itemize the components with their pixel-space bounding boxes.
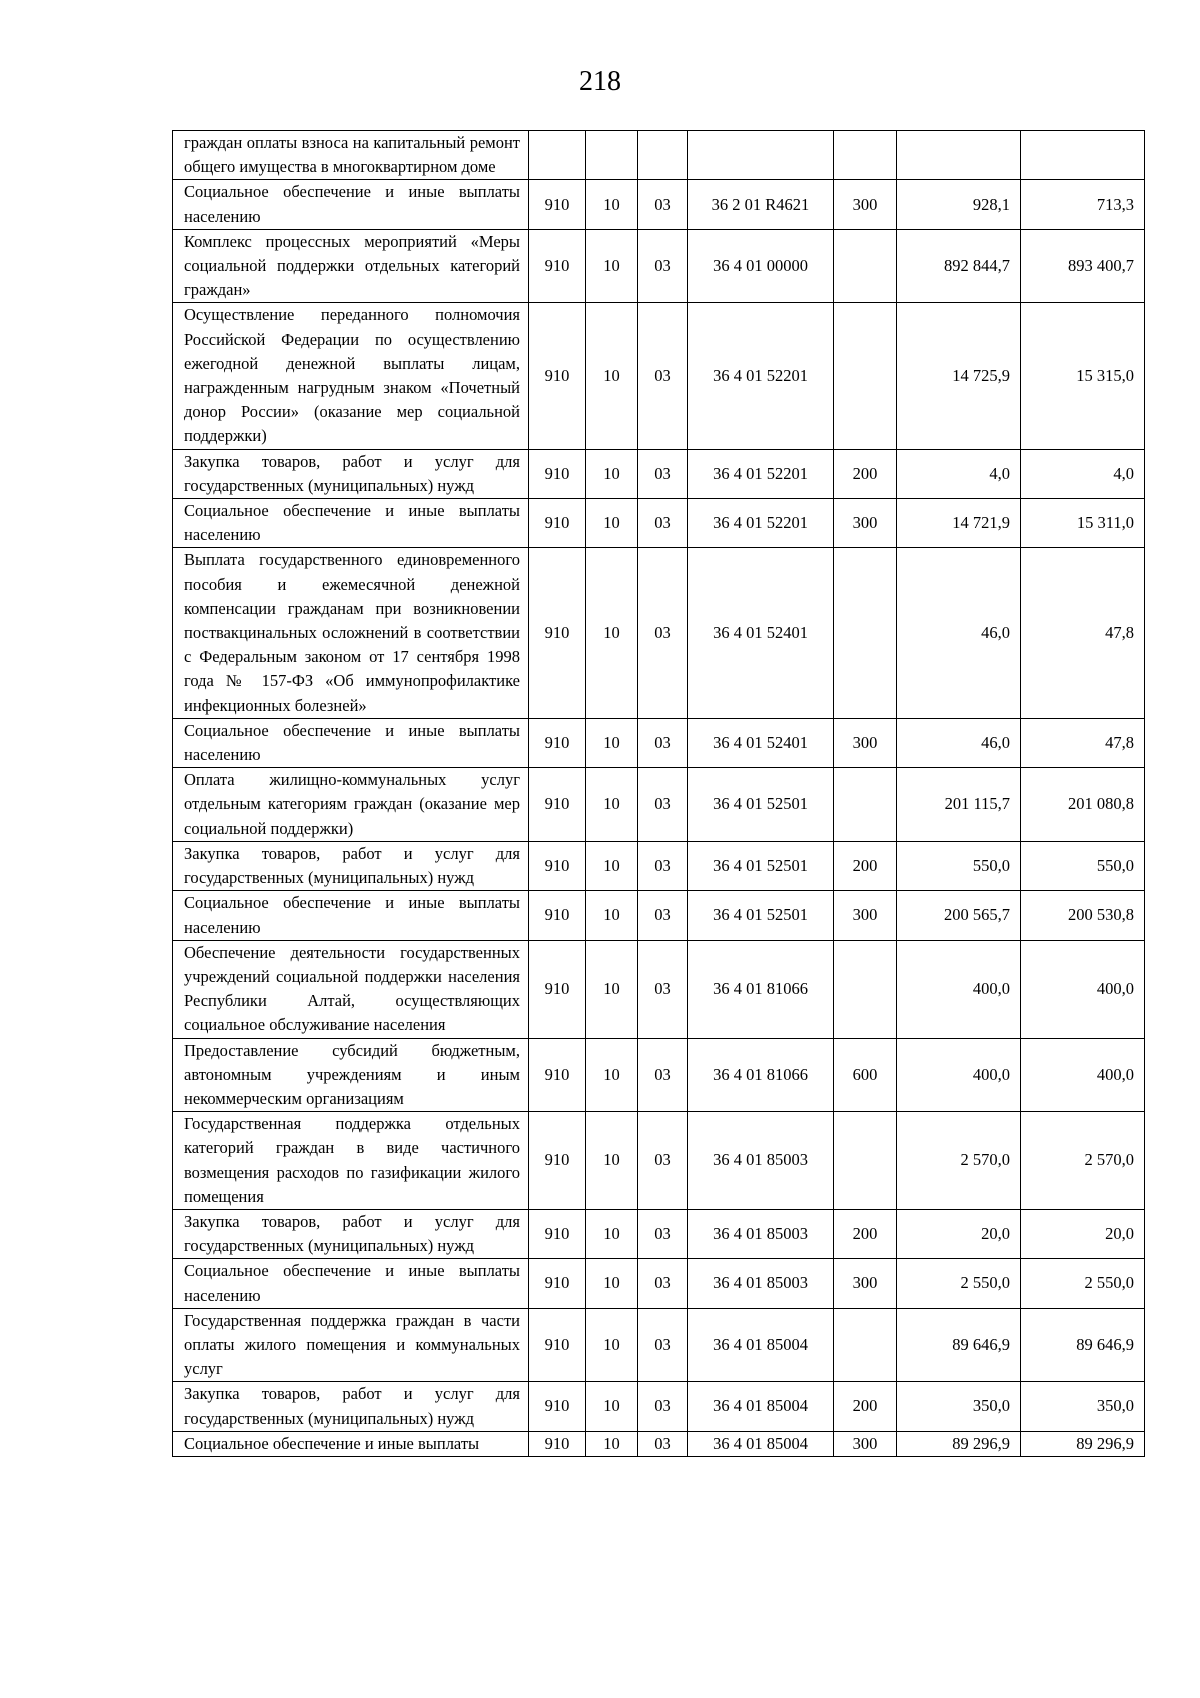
admin-code-cell: 910 [529, 1259, 586, 1308]
row-name-cell: Закупка товаров, работ и услуг для государственных (муниципальных) нужд [173, 1209, 529, 1258]
admin-code-cell: 910 [529, 1038, 586, 1112]
section-code-cell: 10 [586, 229, 638, 303]
section-code-cell: 10 [586, 1431, 638, 1456]
section-code-cell: 10 [586, 1038, 638, 1112]
table-row [173, 718, 1145, 767]
amount-year-1-cell: 892 844,7 [897, 229, 1021, 303]
amount-year-1-cell: 2 550,0 [897, 1259, 1021, 1308]
row-name-cell: Социальное обеспечение и иные выплаты [173, 1431, 529, 1456]
row-name-cell: Осуществление переданного полномочия Российской Федерации по осуществлению ежегодной денежной выплаты лицам, награжденным нагрудным знаком «Почетный донор России» (оказание мер социальной поддержки) [173, 303, 529, 449]
target-article-cell: 36 4 01 52201 [688, 449, 834, 498]
target-article-cell: 36 4 01 85004 [688, 1382, 834, 1431]
subsection-code-cell: 03 [638, 229, 688, 303]
target-article-cell: 36 4 01 52501 [688, 768, 834, 842]
row-name-cell: Выплата государственного единовременного пособия и ежемесячной денежной компенсации гражданам при возникновении поствакцинальных осложнений в соответствии с Федеральным законом от 17 сентября 1998 года № 157-ФЗ «Об иммунопрофилактике инфекционных болезней» [173, 548, 529, 718]
section-code-cell [586, 131, 638, 180]
subsection-code-cell: 03 [638, 940, 688, 1038]
expense-type-cell [834, 1308, 897, 1382]
row-name-cell: Комплекс процессных мероприятий «Меры социальной поддержки отдельных категорий граждан» [173, 229, 529, 303]
subsection-code-cell [638, 131, 688, 180]
admin-code-cell: 910 [529, 499, 586, 548]
section-code-cell: 10 [586, 768, 638, 842]
section-code-cell: 10 [586, 841, 638, 890]
expense-type-cell: 200 [834, 1209, 897, 1258]
expense-type-cell: 300 [834, 180, 897, 229]
row-name-cell: Закупка товаров, работ и услуг для государственных (муниципальных) нужд [173, 449, 529, 498]
amount-year-2-cell: 201 080,8 [1021, 768, 1145, 842]
subsection-code-cell: 03 [638, 180, 688, 229]
table-row [173, 1038, 1145, 1112]
table-row [173, 940, 1145, 1038]
target-article-cell: 36 4 01 52401 [688, 548, 834, 718]
admin-code-cell [529, 131, 586, 180]
subsection-code-cell: 03 [638, 1209, 688, 1258]
section-code-cell: 10 [586, 1112, 638, 1210]
admin-code-cell: 910 [529, 891, 586, 940]
section-code-cell: 10 [586, 718, 638, 767]
amount-year-1-cell: 89 646,9 [897, 1308, 1021, 1382]
amount-year-2-cell: 200 530,8 [1021, 891, 1145, 940]
row-name-cell: Социальное обеспечение и иные выплаты населению [173, 718, 529, 767]
table-row [173, 768, 1145, 842]
amount-year-1-cell: 400,0 [897, 1038, 1021, 1112]
target-article-cell: 36 4 01 81066 [688, 1038, 834, 1112]
subsection-code-cell: 03 [638, 718, 688, 767]
amount-year-1-cell: 200 565,7 [897, 891, 1021, 940]
amount-year-1-cell: 46,0 [897, 548, 1021, 718]
admin-code-cell: 910 [529, 1209, 586, 1258]
section-code-cell: 10 [586, 548, 638, 718]
table-row [173, 180, 1145, 229]
admin-code-cell: 910 [529, 180, 586, 229]
table-row [173, 229, 1145, 303]
expense-type-cell [834, 1112, 897, 1210]
target-article-cell: 36 4 01 52501 [688, 891, 834, 940]
expense-type-cell: 300 [834, 891, 897, 940]
target-article-cell: 36 4 01 52201 [688, 499, 834, 548]
amount-year-2-cell: 2 570,0 [1021, 1112, 1145, 1210]
admin-code-cell: 910 [529, 449, 586, 498]
amount-year-2-cell: 400,0 [1021, 940, 1145, 1038]
admin-code-cell: 910 [529, 718, 586, 767]
admin-code-cell: 910 [529, 768, 586, 842]
subsection-code-cell: 03 [638, 303, 688, 449]
target-article-cell: 36 4 01 52401 [688, 718, 834, 767]
subsection-code-cell: 03 [638, 768, 688, 842]
row-name-cell: Закупка товаров, работ и услуг для государственных (муниципальных) нужд [173, 841, 529, 890]
subsection-code-cell: 03 [638, 1308, 688, 1382]
table-row [173, 1112, 1145, 1210]
amount-year-1-cell: 14 725,9 [897, 303, 1021, 449]
amount-year-1-cell: 4,0 [897, 449, 1021, 498]
subsection-code-cell: 03 [638, 1038, 688, 1112]
expense-type-cell [834, 940, 897, 1038]
table-row [173, 1259, 1145, 1308]
row-name-cell: граждан оплаты взноса на капитальный ремонт общего имущества в многоквартирном доме [173, 131, 529, 180]
row-name-cell: Государственная поддержка отдельных категорий граждан в виде частичного возмещения расходов по газификации жилого помещения [173, 1112, 529, 1210]
row-name-cell: Государственная поддержка граждан в части оплаты жилого помещения и коммунальных услуг [173, 1308, 529, 1382]
subsection-code-cell: 03 [638, 499, 688, 548]
admin-code-cell: 910 [529, 229, 586, 303]
row-name-cell: Социальное обеспечение и иные выплаты населению [173, 891, 529, 940]
amount-year-1-cell: 400,0 [897, 940, 1021, 1038]
subsection-code-cell: 03 [638, 1431, 688, 1456]
expense-type-cell [834, 303, 897, 449]
expense-type-cell: 300 [834, 1431, 897, 1456]
page-number: 218 [579, 66, 621, 97]
admin-code-cell: 910 [529, 548, 586, 718]
amount-year-1-cell: 14 721,9 [897, 499, 1021, 548]
expense-type-cell: 300 [834, 1259, 897, 1308]
table-row [173, 131, 1145, 180]
target-article-cell: 36 4 01 85003 [688, 1112, 834, 1210]
amount-year-2-cell: 2 550,0 [1021, 1259, 1145, 1308]
target-article-cell: 36 2 01 R4621 [688, 180, 834, 229]
amount-year-2-cell: 15 311,0 [1021, 499, 1145, 548]
amount-year-2-cell: 4,0 [1021, 449, 1145, 498]
admin-code-cell: 910 [529, 303, 586, 449]
amount-year-1-cell: 20,0 [897, 1209, 1021, 1258]
admin-code-cell: 910 [529, 1382, 586, 1431]
section-code-cell: 10 [586, 891, 638, 940]
amount-year-2-cell: 550,0 [1021, 841, 1145, 890]
amount-year-2-cell [1021, 131, 1145, 180]
target-article-cell: 36 4 01 85003 [688, 1259, 834, 1308]
amount-year-1-cell: 2 570,0 [897, 1112, 1021, 1210]
target-article-cell [688, 131, 834, 180]
table-row [173, 303, 1145, 449]
table-body [173, 131, 1145, 1457]
table-row [173, 1431, 1145, 1456]
expense-type-cell: 200 [834, 841, 897, 890]
row-name-cell: Социальное обеспечение и иные выплаты населению [173, 1259, 529, 1308]
target-article-cell: 36 4 01 85003 [688, 1209, 834, 1258]
admin-code-cell: 910 [529, 940, 586, 1038]
budget-table [172, 130, 1145, 1457]
table-row [173, 1382, 1145, 1431]
amount-year-2-cell: 47,8 [1021, 548, 1145, 718]
amount-year-1-cell: 550,0 [897, 841, 1021, 890]
expense-type-cell [834, 548, 897, 718]
admin-code-cell: 910 [529, 1112, 586, 1210]
table-row [173, 841, 1145, 890]
expense-type-cell: 200 [834, 1382, 897, 1431]
subsection-code-cell: 03 [638, 1382, 688, 1431]
subsection-code-cell: 03 [638, 1259, 688, 1308]
table-row [173, 499, 1145, 548]
amount-year-1-cell: 46,0 [897, 718, 1021, 767]
section-code-cell: 10 [586, 180, 638, 229]
amount-year-2-cell: 20,0 [1021, 1209, 1145, 1258]
row-name-cell: Обеспечение деятельности государственных учреждений социальной поддержки населения Республики Алтай, осуществляющих социальное обслуживание населения [173, 940, 529, 1038]
row-name-cell: Социальное обеспечение и иные выплаты населению [173, 180, 529, 229]
expense-type-cell [834, 229, 897, 303]
section-code-cell: 10 [586, 1382, 638, 1431]
section-code-cell: 10 [586, 499, 638, 548]
section-code-cell: 10 [586, 449, 638, 498]
target-article-cell: 36 4 01 00000 [688, 229, 834, 303]
target-article-cell: 36 4 01 52501 [688, 841, 834, 890]
subsection-code-cell: 03 [638, 891, 688, 940]
subsection-code-cell: 03 [638, 548, 688, 718]
amount-year-2-cell: 89 646,9 [1021, 1308, 1145, 1382]
amount-year-2-cell: 713,3 [1021, 180, 1145, 229]
target-article-cell: 36 4 01 85004 [688, 1431, 834, 1456]
expense-type-cell: 600 [834, 1038, 897, 1112]
target-article-cell: 36 4 01 85004 [688, 1308, 834, 1382]
expense-type-cell: 300 [834, 499, 897, 548]
table-row [173, 891, 1145, 940]
subsection-code-cell: 03 [638, 841, 688, 890]
row-name-cell: Закупка товаров, работ и услуг для государственных (муниципальных) нужд [173, 1382, 529, 1431]
section-code-cell: 10 [586, 940, 638, 1038]
admin-code-cell: 910 [529, 841, 586, 890]
amount-year-1-cell [897, 131, 1021, 180]
section-code-cell: 10 [586, 1308, 638, 1382]
expense-type-cell [834, 768, 897, 842]
row-name-cell: Социальное обеспечение и иные выплаты населению [173, 499, 529, 548]
subsection-code-cell: 03 [638, 1112, 688, 1210]
amount-year-2-cell: 47,8 [1021, 718, 1145, 767]
row-name-cell: Оплата жилищно-коммунальных услуг отдельным категориям граждан (оказание мер социальной поддержки) [173, 768, 529, 842]
amount-year-1-cell: 928,1 [897, 180, 1021, 229]
amount-year-2-cell: 400,0 [1021, 1038, 1145, 1112]
subsection-code-cell: 03 [638, 449, 688, 498]
section-code-cell: 10 [586, 1209, 638, 1258]
amount-year-2-cell: 893 400,7 [1021, 229, 1145, 303]
row-name-cell: Предоставление субсидий бюджетным, автономным учреждениям и иным некоммерческим организациям [173, 1038, 529, 1112]
target-article-cell: 36 4 01 81066 [688, 940, 834, 1038]
target-article-cell: 36 4 01 52201 [688, 303, 834, 449]
table-row [173, 449, 1145, 498]
amount-year-1-cell: 350,0 [897, 1382, 1021, 1431]
admin-code-cell: 910 [529, 1431, 586, 1456]
amount-year-2-cell: 15 315,0 [1021, 303, 1145, 449]
table-row [173, 1308, 1145, 1382]
section-code-cell: 10 [586, 1259, 638, 1308]
table-row [173, 1209, 1145, 1258]
admin-code-cell: 910 [529, 1308, 586, 1382]
expense-type-cell: 200 [834, 449, 897, 498]
section-code-cell: 10 [586, 303, 638, 449]
expense-type-cell [834, 131, 897, 180]
amount-year-1-cell: 201 115,7 [897, 768, 1021, 842]
amount-year-2-cell: 89 296,9 [1021, 1431, 1145, 1456]
expense-type-cell: 300 [834, 718, 897, 767]
amount-year-1-cell: 89 296,9 [897, 1431, 1021, 1456]
amount-year-2-cell: 350,0 [1021, 1382, 1145, 1431]
table-row [173, 548, 1145, 718]
